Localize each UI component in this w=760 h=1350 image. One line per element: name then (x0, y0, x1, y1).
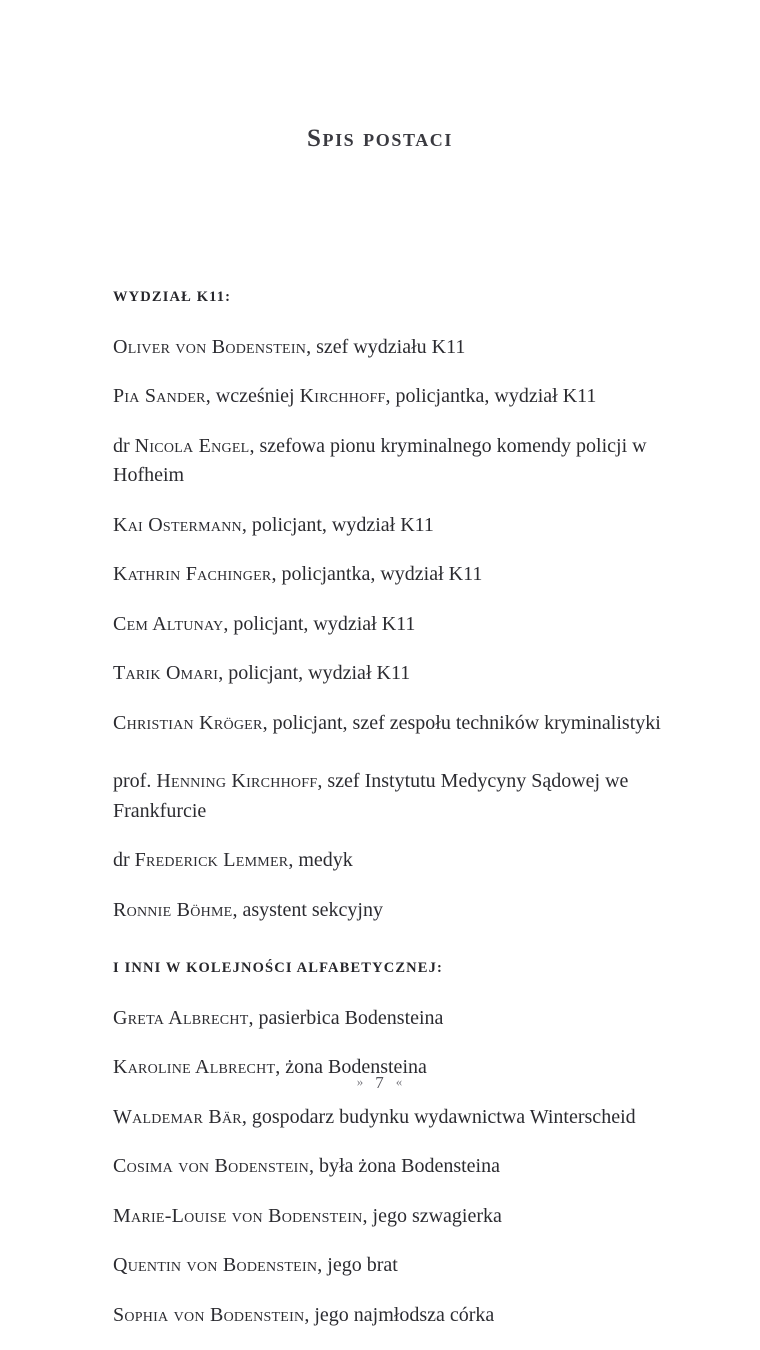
character-role: , żona Bodensteina (275, 1056, 427, 1078)
character-name: Oliver von Bodenstein (113, 335, 307, 358)
section-heading: WYDZIAŁ K11: (113, 289, 232, 305)
cast-entry (113, 767, 673, 826)
character-role: , była żona Bodensteina (308, 1155, 500, 1177)
cast-entry (113, 1251, 673, 1281)
character-role: , jego brat (317, 1254, 398, 1276)
character-role: , medyk (288, 849, 353, 871)
character-role-cont: , policjantka, wydział K11 (385, 385, 597, 407)
cast-entry (113, 1103, 673, 1133)
character-name: Karoline Albrecht (113, 1056, 276, 1078)
character-alt-name: Kirchhoff (299, 385, 386, 407)
character-name: Marie-Louise von Bodenstein (113, 1204, 363, 1227)
character-name: Nicola Engel (134, 434, 250, 457)
ornament-left-icon: » (356, 1074, 365, 1089)
character-name: Quentin von Bodenstein (113, 1254, 318, 1276)
character-title-prefix: prof. (113, 770, 157, 792)
section-wydzial-k11 (113, 283, 673, 738)
character-role: , pasierbica Bodensteina (248, 1006, 444, 1029)
cast-entry (113, 896, 673, 926)
page-number: 7 (375, 1073, 385, 1092)
section-i-inni (113, 954, 673, 1330)
cast-entry (113, 382, 673, 412)
character-name: Cem Altunay (113, 612, 224, 635)
character-name: Kathrin Fachinger (113, 563, 272, 585)
page-folio (0, 1073, 760, 1093)
character-name: Kai Ostermann (113, 513, 242, 536)
cast-entry (113, 511, 673, 541)
character-role: , policjant, szef zespołu techników kryminalistyki (262, 711, 661, 734)
cast-entry (113, 659, 673, 689)
cast-entry (113, 333, 673, 363)
character-role: , szefowa pionu kryminalnego komendy policji w Hofheim (113, 434, 652, 486)
cast-entry (113, 1301, 673, 1331)
cast-entry (113, 709, 673, 739)
cast-entry (113, 1152, 673, 1182)
character-name: Pia Sander (113, 385, 206, 407)
cast-entry (113, 1004, 673, 1034)
character-title-prefix: dr (113, 849, 135, 871)
ornament-right-icon: « (395, 1074, 404, 1089)
cast-entry (113, 1202, 673, 1232)
character-name: Waldemar Bär (113, 1105, 242, 1128)
character-name: Ronnie Böhme (113, 898, 233, 921)
character-role: , szef wydziału K11 (306, 335, 466, 358)
character-role: , gospodarz budynku wydawnictwa Winterscheid (241, 1105, 636, 1128)
cast-entry (113, 846, 673, 876)
page-title: Spis postaci (306, 124, 454, 152)
cast-list (113, 283, 673, 1350)
character-role: , policjant, wydział K11 (223, 612, 416, 635)
character-role: , wcześniej (205, 385, 300, 407)
character-role: , jego najmłodsza córka (304, 1303, 495, 1326)
character-role: , jego szwagierka (362, 1204, 502, 1227)
character-name: Frederick Lemmer (134, 849, 289, 871)
cast-entry (113, 432, 673, 491)
character-name: Sophia von Bodenstein (113, 1303, 305, 1326)
section-heading: I INNI W KOLEJNOŚCI ALFABETYCZNEJ: (113, 960, 443, 976)
character-role: , asystent sekcyjny (232, 898, 383, 921)
character-name: Henning Kirchhoff (156, 770, 318, 792)
character-title-prefix: dr (113, 434, 135, 457)
character-name: Christian Kröger (113, 711, 263, 734)
character-role: , policjant, wydział K11 (218, 662, 411, 684)
character-name: Cosima von Bodenstein (113, 1155, 309, 1177)
character-role: , szef Instytutu Medycyny Sądowej we Frankfurcie (113, 770, 634, 822)
character-role: , policjant, wydział K11 (241, 513, 434, 536)
character-name: Greta Albrecht (113, 1006, 249, 1029)
section-medycyna-sadowa (113, 767, 673, 925)
cast-entry (113, 610, 673, 640)
character-name: Tarik Omari (113, 662, 219, 684)
character-role: , policjantka, wydział K11 (271, 563, 483, 585)
cast-entry (113, 560, 673, 590)
